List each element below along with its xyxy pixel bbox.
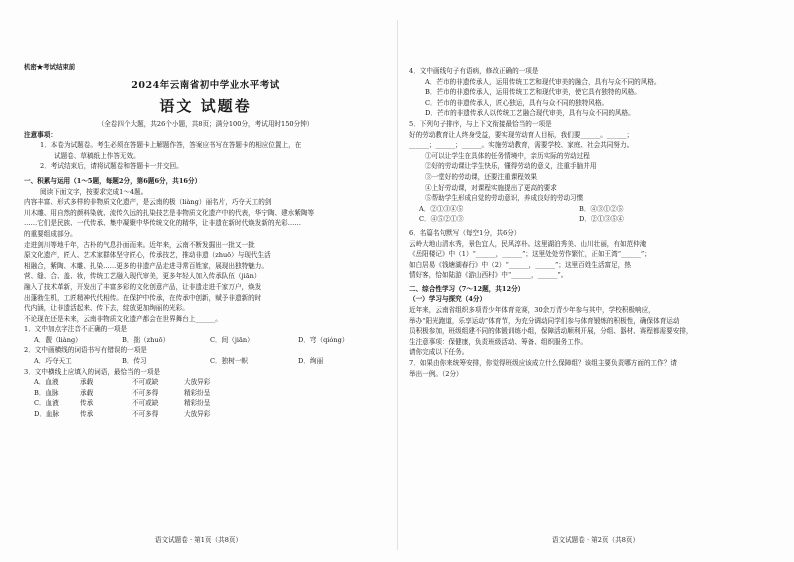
subject-title: 语文 试题卷 [159, 97, 252, 115]
question-1: 1．文中加点字注音不正确的一项是 [24, 325, 128, 334]
passage-line-3: ……它们是民族、一代传承、集中凝聚中华传统文化的精华，让非遗在新时代焕发新的光彩…… [24, 219, 301, 228]
para-line-1: 近年来，云南省组织多项青少年体育竞赛，30余万青少年参与其中，学校积极响应， [409, 306, 655, 315]
option-row-d[interactable] [34, 409, 387, 420]
q5-item-1: ①可以让学生在具体的任务情境中，亲历实际的劳动过程 [425, 151, 590, 160]
question-4: 4．文中画线句子有语病，修改正确的一项是 [409, 67, 539, 75]
cell: 大放异彩 [184, 378, 211, 387]
para-line-4: 生注意事项：保健康，负责班级活动、筹备、组织服务工作。 [409, 337, 588, 346]
q4-option-d[interactable]: D．芒市的非遗传承人以传统工艺融合现代审美，具有与众不同的风格。 [425, 109, 635, 118]
confidential-mark: 机密★考试结束前 [24, 63, 76, 71]
q4-option-b[interactable]: B．芒市的非遗传承人，运用传统工艺和现代审美，使它具有独特的风格。 [425, 88, 641, 97]
page-2-footer: 语文试题卷 · 第2页（共8页） [551, 536, 640, 544]
cell: 承载 [80, 388, 94, 397]
q6-line-1: 云岭大地山清水秀，景色宜人，民风淳朴。这里湖泊秀美、山川壮丽，有如范仲淹 [409, 239, 647, 248]
q5-options-row-1 [409, 204, 776, 215]
section-1-heading: 一、积累与运用（1～5题，每题2分，第6题6分，共16分） [24, 176, 202, 185]
passage-line-5: 走进剑川等地千年，古朴的气息扑面而来。近年来，云南不断发掘出一批又一批 [24, 240, 255, 249]
passage-line-11: 代内涵，让非遗活起来、传下去，绽放更加绚丽的光彩。 [24, 304, 189, 313]
question-6: 6．名篇名句默写（每空1分，共6分） [409, 228, 521, 237]
question-2: 2．文中画横线的词语书写有错误的一项是 [24, 346, 147, 355]
passage-line-8: 营、缝、合、盖、妆，传统工艺融入现代审美，更多年轻人加入传承队伍（jiān） [24, 272, 261, 281]
question-3-options [24, 377, 387, 419]
cell: 不可或缺 [132, 399, 159, 408]
option-b[interactable]: B．④③①②⑤ [579, 204, 624, 213]
question-1-options [24, 335, 387, 346]
passage-line-10: 出蓬勃生机，工匠精神代代相传。在保护中传承，在传承中创新，赋予非遗新的时 [24, 293, 262, 302]
cell: 传承 [80, 410, 94, 419]
exam-info: （全卷四个大题，共26个小题，共8页；满分100分，考试用时150分钟） [97, 120, 314, 128]
cell: 不可多得 [132, 388, 159, 397]
option-d[interactable]: D．②①③⑤④ [579, 215, 624, 224]
cell: 不可多得 [132, 410, 159, 419]
para-line-2: 举办“阳光跑道，乐享运动”体育节，为充分调动同学们参与体育锻炼的积极性，确保体育运动 [409, 316, 680, 325]
passage-line-6: 原文化遗产，匠人、艺术家群体坚守匠心，传承技艺，推动非遗（zhuō）与现代生活 [24, 251, 271, 260]
passage-close: 不论现在还是未来，云南非物质文化遗产都会在世界舞台上______。 [24, 314, 222, 323]
cell: 承载 [80, 378, 94, 387]
option-row-b[interactable] [34, 388, 387, 399]
q5-item-4: ④上好劳动课，对课程实施提出了更高的要求 [425, 183, 557, 192]
cell: A．血液 [34, 378, 59, 387]
q5-item-3: ③一堂好的劳动课，还要注重课程效果 [425, 172, 538, 181]
q5-stem-2: ______；______；______。实施劳动教育，需要学校、家庭、社会共同努力。 [409, 141, 634, 150]
page-1-footer: 语文试题卷 · 第1页（共8页） [154, 536, 243, 544]
cell: 传承 [80, 399, 94, 408]
sub-section-1: （一）学习与探究（4分） [409, 295, 487, 304]
option-c[interactable]: C．间（jiān） [210, 335, 254, 344]
question-2-options [24, 356, 387, 367]
passage-line-7: 相融合，紫陶、木雕、扎染……更多的非遗产品走进寻常百姓家，展现出独特魅力。 [24, 261, 268, 270]
q6-line-3[interactable]: 如白居易《钱塘湖春行》中（2）“______，______”；这里百姓生活富足，热 [409, 260, 631, 269]
q5-stem: 好的劳动教育让人终身受益，要实现劳动育人目标，我们要______。______； [409, 130, 634, 139]
q5-item-2: ②好的劳动课让学生快乐，懂得劳动的意义，注重手脑并用 [425, 162, 597, 171]
q5-options-row-2 [409, 214, 776, 225]
option-row-c[interactable] [34, 398, 387, 409]
option-c[interactable]: C．④⑤②①③ [419, 215, 464, 224]
cell: 不可或缺 [132, 378, 159, 387]
passage-line-1: 内容丰富、形式多样的非物质文化遗产，是云南的极（liàng）丽名片，巧夺天工的剑 [24, 198, 272, 207]
notice-heading: 注意事项： [24, 130, 57, 139]
cell: 精彩纷呈 [184, 399, 211, 408]
passage-line-9: 融入了技术革新，开发出了丰富多彩的文化创意产品，让非遗走进千家万户，焕发 [24, 282, 262, 291]
cell: B．血脉 [34, 388, 59, 397]
option-a[interactable]: A．巧夺天工 [34, 357, 72, 366]
section-2-heading: 二、综合性学习（7～12题，共12分） [409, 284, 525, 293]
option-c[interactable]: C．独树一帜 [210, 357, 249, 366]
page-2 [397, 0, 794, 562]
q6-line-2[interactable]: 《岳阳楼记》中（1）“______，______”；这里处处劳作繁忙，正如王湾“______”； [409, 250, 651, 259]
question-3: 3．文中横线上应填入的词语，最恰当的一项是 [24, 367, 161, 376]
option-d[interactable]: D．绚丽 [298, 357, 324, 366]
option-b[interactable]: B．拙（zhuō） [122, 335, 170, 344]
q4-option-a[interactable]: A．芒市的非遗传承人，运用传统工艺和现代审美的融合，具有与众不同的风格。 [425, 77, 661, 86]
task-instruction: 请你完成以下任务。 [409, 348, 469, 357]
reading-instruction: 阅读下面文字，按要求完成1～4题。 [40, 187, 148, 196]
cell: D．血脉 [34, 410, 60, 419]
option-b[interactable]: B．传习 [122, 357, 147, 366]
notice-2: 2．考试结束后，请将试题卷和答题卡一并交回。 [40, 162, 183, 171]
option-a[interactable]: A．②①③④⑤ [419, 204, 464, 213]
q4-option-c[interactable]: C．芒市的非遗传承人，匠心独运，具有与众不同的独特风格。 [425, 98, 609, 107]
para-line-3: 员积极参加，班级组建不同的体锻训练小组，保障活动顺利开展，分组、器材、赛程都需要安排， [409, 327, 693, 336]
option-d[interactable]: D．穹（qióng） [298, 335, 349, 344]
cell: 精彩纷呈 [184, 388, 211, 397]
option-a[interactable]: A．靓（liàng） [34, 335, 82, 344]
cell: 大放异彩 [184, 410, 211, 419]
q5-item-5: ⑤帮助学生形成自觉的劳动意识，养成良好的劳动习惯 [425, 194, 584, 203]
cell: C．血液 [34, 399, 59, 408]
exam-title: 2024年云南省初中学业水平考试 [131, 80, 280, 91]
question-7: 7．如果由你来统筹安排，你觉得班级应该成立什么保障组？该组主要负责哪方面的工作？请 [409, 359, 677, 368]
option-row-a[interactable] [34, 377, 387, 388]
passage-line-2: 川木雕、用自然的颜料染就、流传久远的扎染技艺是非物质文化遗产中的代表，华宁陶、建水紫陶等 [24, 208, 315, 217]
question-5: 5．下列句子排序，与上下文衔接最恰当的一项是 [409, 119, 552, 128]
notice-1: 1．本卷为试题卷。考生必须在答题卡上解题作答，答案应书写在答题卡的相应位置上，在 [40, 141, 302, 150]
passage-line-4: 的重要组成部分。 [24, 229, 77, 238]
notice-1b: 试题卷、草稿纸上作答无效。 [54, 151, 140, 160]
q6-line-4[interactable]: 情好客，恰如陆游《游山西村》中“______，______”。 [409, 271, 568, 280]
question-7b: 举出一例。（2分） [409, 369, 463, 378]
